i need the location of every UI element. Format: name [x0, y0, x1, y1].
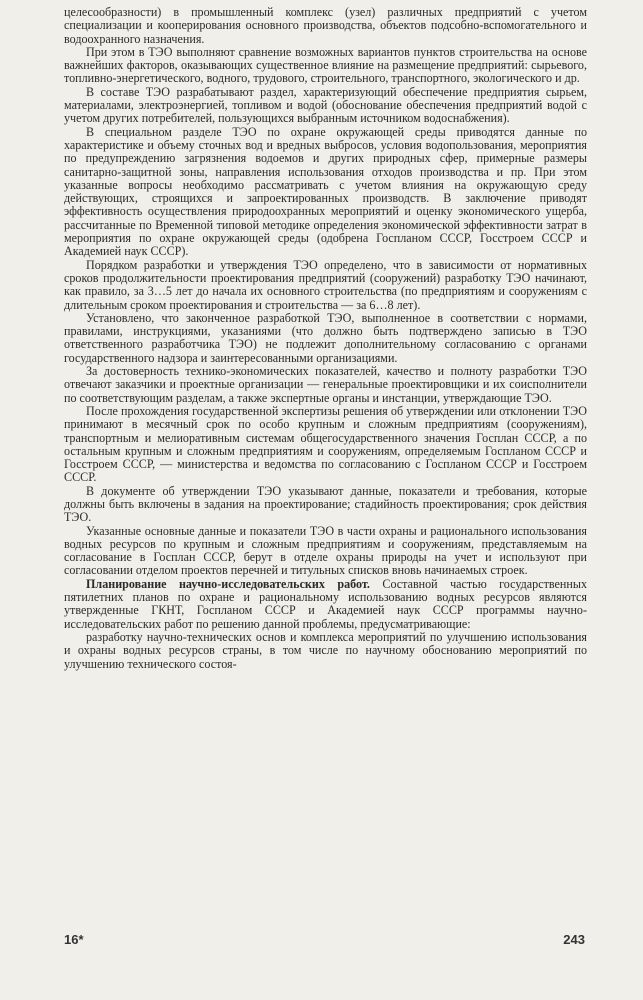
paragraph: Порядком разработки и утверждения ТЭО определено, что в зависимости от нормативных сроков продолжительности проектирования предприятий (сооружений) разработку ТЭО начинают, как правило, за 3…5 лет до начала их основного строительства (по предприятиям и сооружениям с длительным сроком проектирования и строительства — за 6…8 лет). — [64, 257, 587, 312]
paragraph: Установлено, что законченное разработкой ТЭО, выполненное в соответствии с нормами, правилами, инструкциями, указаниями (что должно быть подтверждено записью в ТЭО ответственного разработчика ТЭО) не подлежит дополнительному согласованию с органами государственного надзора и заинтересованными организациями. — [64, 310, 587, 365]
paragraph: В специальном разделе ТЭО по охране окружающей среды приводятся данные по характеристике и объему сточных вод и вредных выбросов, условия водопользования, мероприятия по предупреждению загрязнения водоемов и других природных сфер, примерные размеры санитарно-защитной зоны, направления использования отходов производства и пр. При этом указанные вопросы необходимо рассматривать с учетом влияния на окружающую среду действующих, строящихся и запроектированных производств. В заключение приводят эффективность осуществления природоохранных мероприятий и оценку экономического ущерба, рассчитанные по Временной типовой методике определения экономической эффективности затрат в мероприятия по охране окружающей среды (одобрена Госпланом СССР, Госстроем СССР и Академией наук СССР). — [64, 124, 587, 259]
page-number: 243 — [563, 932, 585, 947]
signature-mark: 16* — [64, 932, 84, 947]
section-heading: Планирование научно-исследовательских работ. — [86, 576, 370, 591]
paragraph: За достоверность технико-экономических показателей, качество и полноту разработки ТЭО отвечают заказчики и проектные организации — генеральные проектировщики и их соисполнители по соответствующим разделам, а также экспертные органы и инстанции, утверждающие ТЭО. — [64, 364, 587, 405]
body-text — [64, 6, 587, 671]
paragraph: После прохождения государственной экспертизы решения об утверждении или отклонении ТЭО принимают в месячный срок по особо крупным и сложным предприятиям (сооружениям), транспортным и мелиоративным системам общегосударственного значения Госплан СССР, а по остальным крупным и сложным предприятиям и сооружениям, определяемым Госпланом СССР и Госстроем СССР, — министерства и ведомства по согласованию с Госпланом СССР и Госстроем СССР. — [64, 403, 587, 485]
section-paragraph — [64, 578, 587, 631]
paragraph: целесообразности) в промышленный комплекс (узел) различных предприятий с учетом специализации и кооперирования основного производства, объектов подсобно-вспомогательного и водоохранного назначения. — [64, 5, 587, 46]
list-item: разработку научно-технических основ и комплекса мероприятий по улучшению использования и охраны водных ресурсов страны, в том числе по научному обоснованию мероприятий по улучшению технического состоя- — [64, 629, 587, 671]
paragraph: В документе об утверждении ТЭО указывают данные, показатели и требования, которые должны быть включены в задания на проектирование; стадийность проектирования; срок действия ТЭО. — [64, 483, 587, 525]
paragraph: В составе ТЭО разрабатывают раздел, характеризующий обеспечение предприятия сырьем, материалами, электроэнергией, топливом и водой (обоснование обеспечения предприятий водой с учетом других потребителей, пользующихся выбранным источником водоснабжения). — [64, 84, 587, 126]
paragraph: При этом в ТЭО выполняют сравнение возможных вариантов пунктов строительства на основе важнейших факторов, оказывающих существенное влияние на размещение предприятий: сырьевого, топливно-энергетического, водного, трудового, строительного, транспортного, экологического и др. — [64, 44, 587, 86]
paragraph: Указанные основные данные и показатели ТЭО в части охраны и рационального использования водных ресурсов по крупным и сложным предприятиям и сооружениям, представляемым на согласование в Госплан СССР, берут в отделе охраны природы на учет и используют при согласовании отделом проектов перечней и титульных списков вновь начинаемых строек. — [64, 523, 587, 578]
section-text: Составной частью государственных пятилетних планов по охране и рациональному использованию водных ресурсов являются утвержденные ГКНТ, Госпланом СССР и Академией наук СССР программы научно-исследовательских работ по решению данной проблемы, предусматривающие: — [64, 576, 587, 631]
